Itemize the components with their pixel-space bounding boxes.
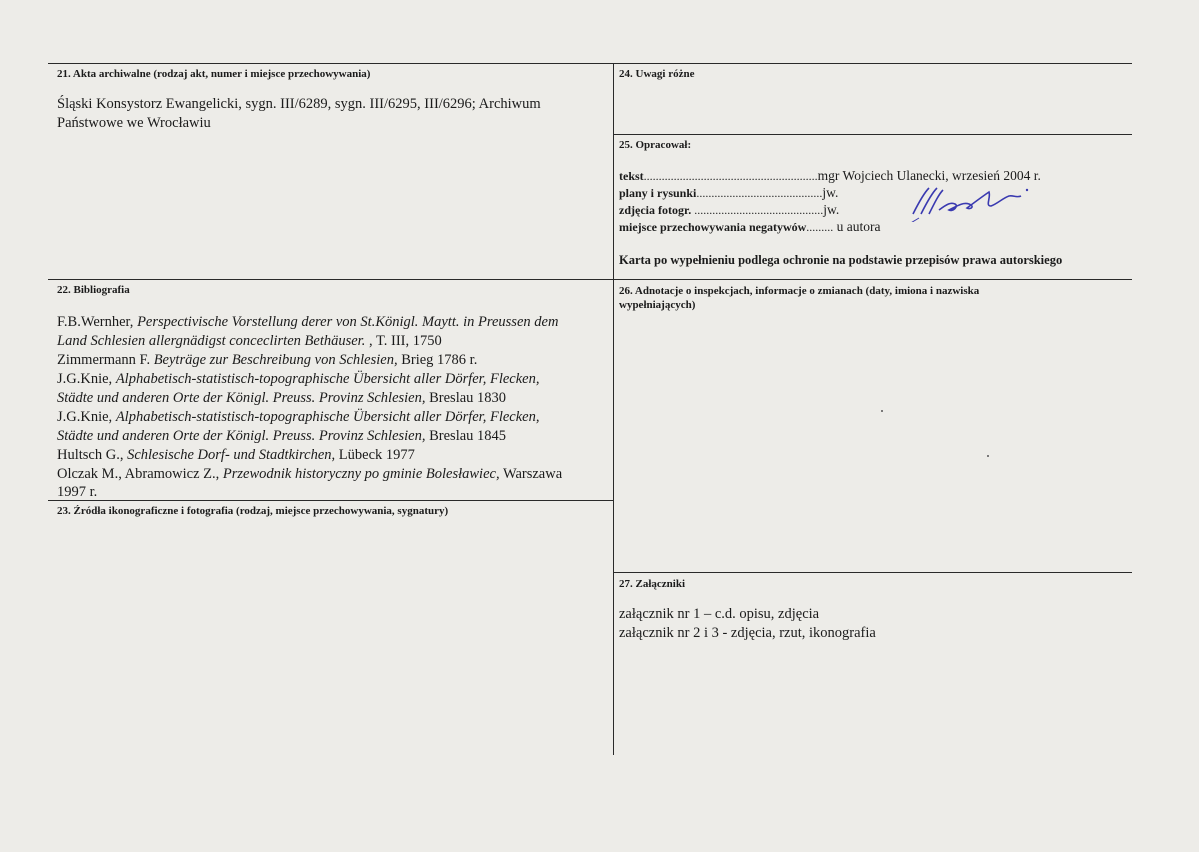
author-row-negatives [619, 219, 881, 235]
author-row-photos-value: jw. [823, 202, 840, 217]
bibliography-line-6 [57, 408, 539, 427]
speck [987, 455, 989, 457]
section-21-header: 21. Akta archiwalne (rodzaj akt, numer i miejsce przechowywania) [57, 68, 371, 80]
bibliography-line-1 [57, 313, 558, 332]
bibliography-line-2 [57, 332, 442, 351]
author-row-negatives-value: u autora [833, 219, 881, 234]
section-26-header-line-1: 26. Adnotacje o inspekcjach, informacje o zmianach (daty, imiona i nazwiska [619, 285, 980, 297]
bib-1-title: Perspectivische Vorstellung derer von St.Königl. Maytt. in Preussen dem [137, 314, 559, 330]
author-row-photos-dots: ........................................... [691, 203, 824, 217]
speck [881, 410, 883, 412]
bib-2-details: Brieg 1786 r. [397, 352, 478, 368]
bib-4-title: Alphabetisch-statistisch-topographische Übersicht aller Dörfer, Flecken, [115, 409, 540, 425]
bib-5-author: Hultsch G., [57, 447, 128, 463]
author-row-text-label: tekst [619, 169, 644, 183]
bib-3-title-cont: Städte und anderen Orte der Königl. Preuss. Provinz Schlesien, [57, 390, 426, 406]
author-row-plans-label: plany i rysunki [619, 186, 697, 200]
rule-27-top [613, 572, 1132, 573]
section-26-header-line-2: wypełniających) [619, 299, 696, 311]
author-row-plans-dots: .......................................... [696, 186, 823, 200]
attachment-line-2: załącznik nr 2 i 3 - zdjęcia, rzut, ikonografia [619, 625, 876, 641]
top-rule [48, 63, 1132, 64]
section-25-header: 25. Opracował: [619, 139, 692, 151]
bibliography-line-4 [57, 370, 539, 389]
bib-5-title: Schlesische Dorf- und Stadtkirchen, [127, 447, 336, 463]
bib-2-title: Beyträge zur Beschreibung von Schlesien, [153, 352, 398, 368]
bib-2-author: Zimmermann F. [57, 352, 154, 368]
rule-row-middle [48, 279, 1132, 280]
bib-1-author: F.B.Wernher, [57, 314, 138, 330]
section-21-line-2: Państwowe we Wrocławiu [57, 115, 211, 131]
author-row-photos [619, 202, 839, 218]
bibliography-line-3 [57, 351, 477, 370]
section-21-line-1: Śląski Konsystorz Ewangelicki, sygn. III/6289, sygn. III/6295, III/6296; Archiwum [57, 96, 541, 112]
bib-4-details: Breslau 1845 [425, 428, 507, 444]
rule-23-top [48, 500, 614, 501]
bibliography-line-9 [57, 465, 562, 484]
section-27-header: 27. Załączniki [619, 578, 686, 590]
author-row-text-dots: .......................................................... [643, 169, 818, 183]
bib-3-author: J.G.Knie, [57, 371, 116, 387]
author-row-text-value: mgr Wojciech Ulanecki, wrzesień 2004 r. [817, 168, 1041, 183]
bibliography-line-10: 1997 r. [57, 484, 98, 500]
author-row-photos-label: zdjęcia fotogr. [619, 203, 692, 217]
bibliography-line-8 [57, 446, 415, 465]
bib-1-title-cont: Land Schlesien allergnädigst conceclirten Bethäuser. [57, 333, 369, 349]
bib-6-title: Przewodnik historyczny po gminie Bolesławiec, [222, 466, 500, 482]
bibliography-line-5 [57, 389, 506, 408]
rule-25-top [613, 134, 1132, 135]
author-row-plans-value: jw. [822, 185, 839, 200]
section-24-header: 24. Uwagi różne [619, 68, 695, 80]
section-23-header: 23. Źródła ikonograficzne i fotografia (rodzaj, miejsce przechowywania, sygnatury) [57, 505, 449, 517]
signature-image [905, 180, 1035, 222]
bib-5-details: Lübeck 1977 [335, 447, 415, 463]
copyright-notice: Karta po wypełnieniu podlega ochronie na podstawie przepisów prawa autorskiego [619, 253, 1063, 267]
bib-6-author: Olczak M., Abramowicz Z., [57, 466, 223, 482]
author-row-negatives-dots: ......... [806, 220, 834, 234]
author-row-plans [619, 185, 838, 201]
attachment-line-1: załącznik nr 1 – c.d. opisu, zdjęcia [619, 606, 820, 622]
bib-3-title: Alphabetisch-statistisch-topographische Übersicht aller Dörfer, Flecken, [115, 371, 540, 387]
bib-1-details: , T. III, 1750 [368, 333, 442, 349]
column-divider [613, 63, 614, 755]
bib-3-details: Breslau 1830 [425, 390, 507, 406]
author-row-negatives-label: miejsce przechowywania negatywów [619, 220, 807, 234]
bib-4-title-cont: Städte und anderen Orte der Königl. Preuss. Provinz Schlesien, [57, 428, 426, 444]
bib-6-details: Warszawa [499, 466, 563, 482]
bib-4-author: J.G.Knie, [57, 409, 116, 425]
bibliography-line-7 [57, 427, 506, 446]
section-22-header: 22. Bibliografia [57, 284, 130, 296]
